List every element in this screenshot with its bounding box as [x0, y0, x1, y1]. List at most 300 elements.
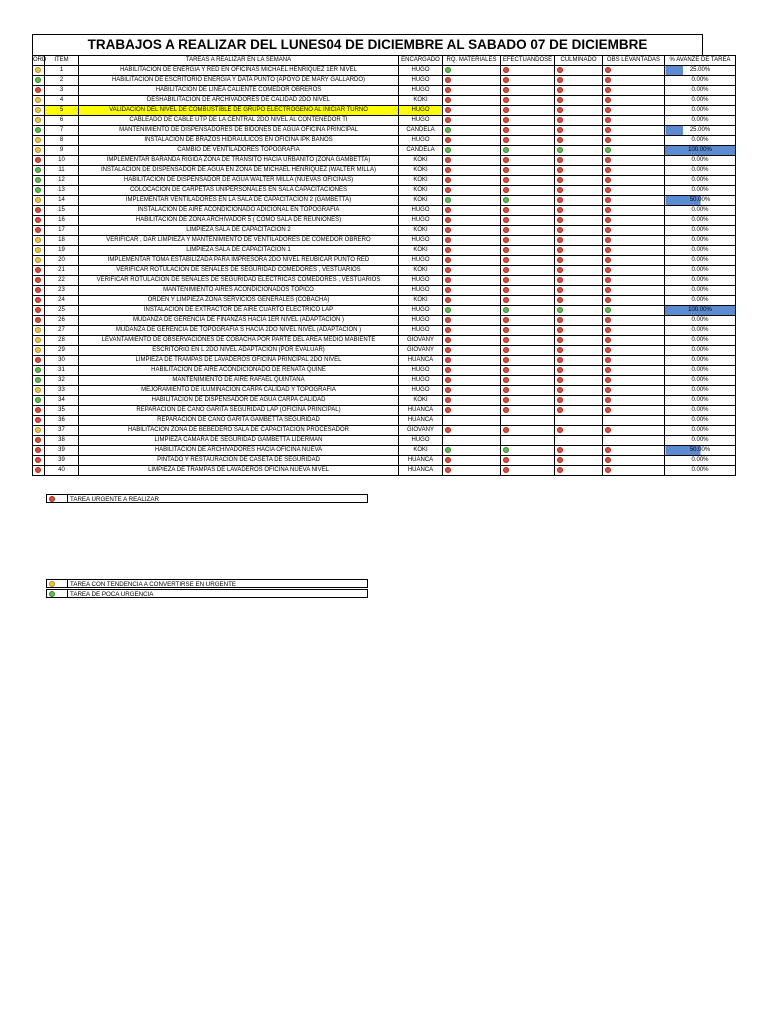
encargado-cell: HUANCA — [399, 406, 443, 416]
table-row — [33, 466, 736, 476]
red-flag-icon — [605, 427, 611, 433]
yellow-flag-icon — [35, 257, 41, 263]
item-number: 35 — [45, 406, 79, 416]
efectuandose-status — [501, 96, 555, 106]
encargado-cell: HUGO — [399, 86, 443, 96]
red-flag-icon — [503, 207, 509, 213]
task-description: LIMPIEZA CAMARA DE SEGURIDAD GAMBETTA LIDERMAN — [79, 436, 399, 446]
legend-swatch — [46, 579, 68, 588]
item-number: 2 — [45, 76, 79, 86]
yellow-flag-icon — [35, 97, 41, 103]
efectuandose-status — [501, 236, 555, 246]
red-flag-icon — [605, 457, 611, 463]
yellow-flag-icon — [35, 107, 41, 113]
obs-levantadas-status — [603, 156, 665, 166]
obs-levantadas-status — [603, 346, 665, 356]
yellow-flag-icon — [35, 117, 41, 123]
rq-materiales-status — [443, 176, 501, 186]
task-description: HABILITACION DE AIRE ACONDICIONADO DE RENATA QUIÑE — [79, 366, 399, 376]
red-flag-icon — [503, 377, 509, 383]
red-flag-icon — [605, 337, 611, 343]
task-description: HABILITACION DE ARCHIVADORES HACIA OFICINA NUEVA — [79, 446, 399, 456]
red-flag-icon — [557, 387, 563, 393]
item-number: 18 — [45, 236, 79, 246]
red-flag-icon — [605, 447, 611, 453]
table-row — [33, 196, 736, 206]
avance-percent: 0.00% — [665, 386, 736, 396]
red-flag-icon — [605, 467, 611, 473]
red-flag-icon — [557, 447, 563, 453]
red-flag-icon — [557, 327, 563, 333]
priority-cell — [33, 446, 45, 456]
red-flag-icon — [557, 107, 563, 113]
priority-cell — [33, 436, 45, 446]
red-flag-icon — [445, 157, 451, 163]
obs-levantadas-status — [603, 96, 665, 106]
red-flag-icon — [557, 217, 563, 223]
task-description: REPARACION DE CAÑO GARITA GAMBETTA SEGURIDAD — [79, 416, 399, 426]
avance-percent: 25.00% — [665, 66, 736, 76]
encargado-cell: HUGO — [399, 136, 443, 146]
rq-materiales-status — [443, 336, 501, 346]
priority-cell — [33, 216, 45, 226]
red-flag-icon — [605, 407, 611, 413]
red-flag-icon — [557, 197, 563, 203]
table-row — [33, 416, 736, 426]
red-flag-icon — [605, 197, 611, 203]
red-flag-icon — [445, 277, 451, 283]
red-flag-icon — [557, 67, 563, 73]
efectuandose-status — [501, 146, 555, 156]
red-flag-icon — [605, 317, 611, 323]
priority-cell — [33, 376, 45, 386]
legend-swatch — [46, 589, 68, 598]
obs-levantadas-status — [603, 126, 665, 136]
item-number: 25 — [45, 306, 79, 316]
culminado-status — [555, 86, 603, 96]
red-flag-icon — [605, 67, 611, 73]
priority-cell — [33, 236, 45, 246]
avance-percent: 0.00% — [665, 456, 736, 466]
red-flag-icon — [445, 117, 451, 123]
red-flag-icon — [35, 317, 41, 323]
obs-levantadas-status — [603, 86, 665, 96]
obs-levantadas-status — [603, 116, 665, 126]
item-number: 37 — [45, 426, 79, 436]
priority-cell — [33, 186, 45, 196]
red-flag-icon — [35, 457, 41, 463]
priority-cell — [33, 406, 45, 416]
culminado-status — [555, 336, 603, 346]
red-flag-icon — [503, 387, 509, 393]
red-flag-icon — [445, 337, 451, 343]
red-flag-icon — [445, 97, 451, 103]
efectuandose-status — [501, 166, 555, 176]
efectuandose-status — [501, 376, 555, 386]
culminado-status — [555, 316, 603, 326]
header-item: ITEM — [45, 56, 79, 66]
task-description: PINTADO Y RESTAURACION DE CASETA DE SEGURIDAD — [79, 456, 399, 466]
culminado-status — [555, 376, 603, 386]
obs-levantadas-status — [603, 456, 665, 466]
priority-cell — [33, 106, 45, 116]
task-description: HABILITACION DE DISPENSADOR DE AGUA CARPA CALIDAD — [79, 396, 399, 406]
red-flag-icon — [503, 137, 509, 143]
green-flag-icon — [35, 77, 41, 83]
table-row — [33, 296, 736, 306]
item-number: 26 — [45, 316, 79, 326]
avance-percent: 0.00% — [665, 106, 736, 116]
culminado-status — [555, 236, 603, 246]
red-flag-icon — [503, 257, 509, 263]
culminado-status — [555, 396, 603, 406]
red-flag-icon — [557, 227, 563, 233]
rq-materiales-status — [443, 246, 501, 256]
obs-levantadas-status — [603, 66, 665, 76]
efectuandose-status — [501, 76, 555, 86]
green-flag-icon — [35, 367, 41, 373]
avance-percent: 0.00% — [665, 346, 736, 356]
task-sheet — [32, 34, 731, 476]
green-flag-icon — [35, 127, 41, 133]
culminado-status — [555, 406, 603, 416]
avance-percent: 100.00% — [665, 306, 736, 316]
red-flag-icon — [35, 407, 41, 413]
table-row — [33, 286, 736, 296]
rq-materiales-status — [443, 256, 501, 266]
red-flag-icon — [445, 367, 451, 373]
red-flag-icon — [605, 207, 611, 213]
efectuandose-status — [501, 326, 555, 336]
yellow-flag-icon — [35, 197, 41, 203]
red-flag-icon — [503, 357, 509, 363]
red-flag-icon — [503, 457, 509, 463]
item-number: 12 — [45, 176, 79, 186]
rq-materiales-status — [443, 116, 501, 126]
yellow-flag-icon — [35, 137, 41, 143]
efectuandose-status — [501, 456, 555, 466]
encargado-cell: HUGO — [399, 256, 443, 266]
red-flag-icon — [557, 177, 563, 183]
efectuandose-status — [501, 126, 555, 136]
avance-percent: 0.00% — [665, 366, 736, 376]
item-number: 20 — [45, 256, 79, 266]
green-flag-icon — [503, 147, 509, 153]
avance-percent: 100.00% — [665, 146, 736, 156]
red-flag-icon — [557, 257, 563, 263]
efectuandose-status — [501, 276, 555, 286]
red-flag-icon — [557, 427, 563, 433]
encargado-cell: HUGO — [399, 236, 443, 246]
red-flag-icon — [605, 87, 611, 93]
table-row — [33, 216, 736, 226]
rq-materiales-status — [443, 146, 501, 156]
table-row — [33, 236, 736, 246]
encargado-cell: KOKI — [399, 296, 443, 306]
table-row — [33, 336, 736, 346]
culminado-status — [555, 286, 603, 296]
task-table — [32, 55, 736, 476]
green-flag-icon — [445, 197, 451, 203]
red-flag-icon — [557, 277, 563, 283]
red-flag-icon — [503, 317, 509, 323]
obs-levantadas-status — [603, 166, 665, 176]
priority-cell — [33, 226, 45, 236]
red-flag-icon — [557, 97, 563, 103]
task-description: MANTENIMIENTO DE AIRE RAFAEL QUINTANA — [79, 376, 399, 386]
encargado-cell: KOKI — [399, 186, 443, 196]
item-number: 34 — [45, 396, 79, 406]
red-flag-icon — [605, 287, 611, 293]
item-number: 7 — [45, 126, 79, 136]
rq-materiales-status — [443, 386, 501, 396]
item-number: 11 — [45, 166, 79, 176]
red-flag-icon — [503, 117, 509, 123]
task-description: HABILITACION ZONA DE BEBEDERO SALA DE CAPACITACION PROCESADOR — [79, 426, 399, 436]
table-row — [33, 116, 736, 126]
avance-percent: 0.00% — [665, 466, 736, 476]
red-flag-icon — [605, 237, 611, 243]
avance-percent: 0.00% — [665, 176, 736, 186]
obs-levantadas-status — [603, 186, 665, 196]
red-flag-icon — [503, 167, 509, 173]
priority-cell — [33, 356, 45, 366]
green-flag-icon — [503, 447, 509, 453]
culminado-status — [555, 176, 603, 186]
task-description: VALIDACION DEL NIVEL DE COMBUSTIBLE DE GRUPO ELECTROGENO AL INICIAR TURNO — [79, 106, 399, 116]
rq-materiales-status — [443, 286, 501, 296]
efectuandose-status — [501, 436, 555, 446]
red-flag-icon — [445, 267, 451, 273]
efectuandose-status — [501, 66, 555, 76]
culminado-status — [555, 416, 603, 426]
item-number: 27 — [45, 326, 79, 336]
item-number: 19 — [45, 246, 79, 256]
encargado-cell: KOKI — [399, 396, 443, 406]
culminado-status — [555, 216, 603, 226]
red-flag-icon — [445, 207, 451, 213]
table-row — [33, 246, 736, 256]
item-number: 39 — [45, 456, 79, 466]
efectuandose-status — [501, 246, 555, 256]
priority-cell — [33, 336, 45, 346]
encargado-cell: HUGO — [399, 206, 443, 216]
red-flag-icon — [35, 217, 41, 223]
table-row — [33, 316, 736, 326]
red-flag-icon — [35, 297, 41, 303]
red-flag-icon — [557, 167, 563, 173]
red-flag-icon — [35, 277, 41, 283]
efectuandose-status — [501, 306, 555, 316]
rq-materiales-status — [443, 366, 501, 376]
green-flag-icon — [445, 127, 451, 133]
red-flag-icon — [557, 207, 563, 213]
task-description: MUDANZA DE GERENCIA DE TOPOGRAFIA S HACIA 2DO NIVEL NIVEL (ADAPTACION ) — [79, 326, 399, 336]
obs-levantadas-status — [603, 396, 665, 406]
priority-cell — [33, 96, 45, 106]
red-flag-icon — [445, 217, 451, 223]
item-number: 30 — [45, 356, 79, 366]
table-row — [33, 426, 736, 436]
obs-levantadas-status — [603, 366, 665, 376]
efectuandose-status — [501, 356, 555, 366]
avance-percent: 0.00% — [665, 116, 736, 126]
priority-cell — [33, 326, 45, 336]
efectuandose-status — [501, 186, 555, 196]
red-flag-icon — [503, 297, 509, 303]
red-flag-icon — [503, 107, 509, 113]
obs-levantadas-status — [603, 426, 665, 436]
red-flag-icon — [445, 407, 451, 413]
red-flag-icon — [605, 377, 611, 383]
red-flag-icon — [605, 137, 611, 143]
green-flag-icon — [605, 307, 611, 313]
red-flag-icon — [557, 237, 563, 243]
efectuandose-status — [501, 156, 555, 166]
table-row — [33, 306, 736, 316]
red-flag-icon — [35, 467, 41, 473]
task-description: HABILITACION DE DISPENSADOR DE AGUA WALTER MILLA (NUEVAS OFICINAS) — [79, 176, 399, 186]
priority-cell — [33, 126, 45, 136]
efectuandose-status — [501, 256, 555, 266]
avance-percent: 0.00% — [665, 216, 736, 226]
yellow-flag-icon — [35, 387, 41, 393]
avance-percent: 0.00% — [665, 206, 736, 216]
priority-cell — [33, 456, 45, 466]
culminado-status — [555, 326, 603, 336]
culminado-status — [555, 456, 603, 466]
obs-levantadas-status — [603, 416, 665, 426]
culminado-status — [555, 136, 603, 146]
yellow-flag-icon — [49, 581, 55, 587]
red-flag-icon — [503, 187, 509, 193]
red-flag-icon — [503, 247, 509, 253]
red-flag-icon — [503, 227, 509, 233]
priority-cell — [33, 136, 45, 146]
header-task: TAREAS A REALIZAR EN LA SEMANA — [79, 56, 399, 66]
yellow-flag-icon — [35, 237, 41, 243]
efectuandose-status — [501, 196, 555, 206]
priority-cell — [33, 306, 45, 316]
encargado-cell: KOKI — [399, 266, 443, 276]
red-flag-icon — [445, 167, 451, 173]
yellow-flag-icon — [35, 147, 41, 153]
legend-label: TAREA DE POCA URGENCIA — [68, 589, 368, 598]
encargado-cell: GIOVANY — [399, 346, 443, 356]
rq-materiales-status — [443, 406, 501, 416]
rq-materiales-status — [443, 426, 501, 436]
avance-percent: 0.00% — [665, 96, 736, 106]
red-flag-icon — [503, 157, 509, 163]
red-flag-icon — [445, 317, 451, 323]
priority-cell — [33, 416, 45, 426]
task-description: INSTALACION DE DISPENSADOR DE AGUA EN ZONA DE MICHAEL HENRIQUEZ (WALTER MILLA) — [79, 166, 399, 176]
obs-levantadas-status — [603, 386, 665, 396]
task-description: IMPLEMENTAR TOMA ESTABILIZADA PARA IMPRESORA 2DO NIVEL REUBICAR PUNTO RED — [79, 256, 399, 266]
red-flag-icon — [557, 157, 563, 163]
rq-materiales-status — [443, 136, 501, 146]
red-flag-icon — [503, 277, 509, 283]
red-flag-icon — [503, 217, 509, 223]
rq-materiales-status — [443, 296, 501, 306]
red-flag-icon — [605, 397, 611, 403]
avance-percent: 50.00% — [665, 196, 736, 206]
avance-percent: 0.00% — [665, 236, 736, 246]
efectuandose-status — [501, 336, 555, 346]
rq-materiales-status — [443, 126, 501, 136]
priority-cell — [33, 156, 45, 166]
obs-levantadas-status — [603, 76, 665, 86]
obs-levantadas-status — [603, 146, 665, 156]
red-flag-icon — [605, 257, 611, 263]
priority-cell — [33, 316, 45, 326]
item-number: 3 — [45, 86, 79, 96]
task-description: LIMPIEZA SALA DE CAPACITACION 1 — [79, 246, 399, 256]
red-flag-icon — [445, 297, 451, 303]
red-flag-icon — [605, 177, 611, 183]
red-flag-icon — [605, 217, 611, 223]
task-description: IMPLEMENTAR BARANDA RIGIDA ZONA DE TRANSITO HACIA URBANITO (ZONA GAMBETTA) — [79, 156, 399, 166]
culminado-status — [555, 306, 603, 316]
efectuandose-status — [501, 396, 555, 406]
priority-cell — [33, 396, 45, 406]
priority-cell — [33, 66, 45, 76]
efectuandose-status — [501, 316, 555, 326]
item-number: 29 — [45, 346, 79, 356]
table-row — [33, 456, 736, 466]
item-number: 9 — [45, 146, 79, 156]
red-flag-icon — [445, 77, 451, 83]
red-flag-icon — [605, 77, 611, 83]
obs-levantadas-status — [603, 276, 665, 286]
priority-cell — [33, 276, 45, 286]
encargado-cell: HUANCA — [399, 416, 443, 426]
efectuandose-status — [501, 116, 555, 126]
red-flag-icon — [445, 427, 451, 433]
obs-levantadas-status — [603, 196, 665, 206]
avance-percent: 0.00% — [665, 406, 736, 416]
red-flag-icon — [503, 467, 509, 473]
table-row — [33, 136, 736, 146]
red-flag-icon — [49, 496, 55, 502]
rq-materiales-status — [443, 156, 501, 166]
red-flag-icon — [557, 407, 563, 413]
encargado-cell: HUANCA — [399, 356, 443, 366]
obs-levantadas-status — [603, 226, 665, 236]
culminado-status — [555, 186, 603, 196]
red-flag-icon — [503, 367, 509, 373]
green-flag-icon — [445, 447, 451, 453]
rq-materiales-status — [443, 266, 501, 276]
red-flag-icon — [605, 367, 611, 373]
red-flag-icon — [503, 427, 509, 433]
green-flag-icon — [35, 187, 41, 193]
red-flag-icon — [35, 437, 41, 443]
red-flag-icon — [503, 77, 509, 83]
culminado-status — [555, 296, 603, 306]
header-encargado: ENCARGADO — [399, 56, 443, 66]
rq-materiales-status — [443, 166, 501, 176]
red-flag-icon — [35, 227, 41, 233]
red-flag-icon — [557, 137, 563, 143]
avance-percent: 0.00% — [665, 226, 736, 236]
culminado-status — [555, 386, 603, 396]
culminado-status — [555, 156, 603, 166]
rq-materiales-status — [443, 416, 501, 426]
efectuandose-status — [501, 136, 555, 146]
obs-levantadas-status — [603, 316, 665, 326]
red-flag-icon — [35, 287, 41, 293]
